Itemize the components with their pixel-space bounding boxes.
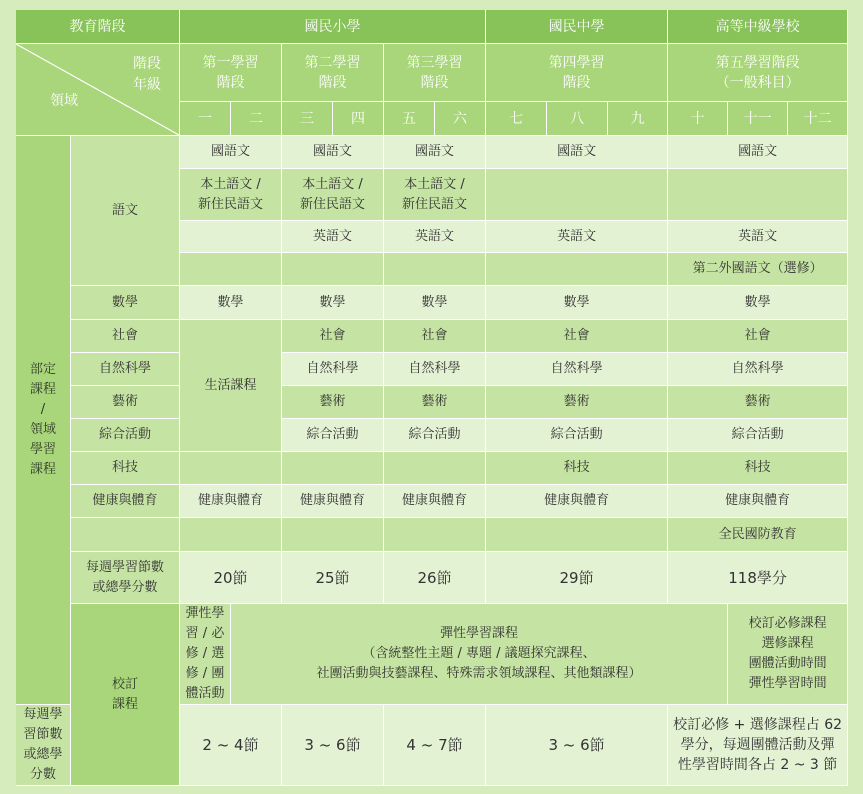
domain-weekly-hours: 每週學習節數 或總學分數 [71, 552, 180, 604]
domain-integrative-activities: 綜合活動 [71, 419, 180, 452]
flex-hours-stage-1: 2 ~ 4節 [180, 705, 282, 786]
cell-empty [282, 253, 384, 286]
grade-3: 三 [282, 102, 333, 136]
cell-life-curriculum: 生活課程 [180, 320, 282, 452]
cell-society-s2: 社會 [282, 320, 384, 353]
domain-science: 自然科學 [71, 353, 180, 386]
cell-society-s4: 社會 [486, 320, 668, 353]
hours-stage-2: 25節 [282, 552, 384, 604]
cell-mandarin-s4: 國語文 [486, 136, 668, 169]
group-required-curriculum: 部定 課程 / 領域 學習 課程 [16, 136, 71, 705]
cell-health-s3: 健康與體育 [384, 485, 486, 518]
cell-integrative-s5: 綜合活動 [668, 419, 848, 452]
grade-4: 四 [333, 102, 384, 136]
cell-mandarin-s5: 國語文 [668, 136, 848, 169]
header-stage-4: 第四學習 階段 [486, 44, 668, 102]
grade-1: 一 [180, 102, 231, 136]
cell-flexible-curriculum: 彈性學習課程 （含統整性主題 / 專題 / 議題探究課程、 社團活動與技藝課程、特殊需求領域課程、其他類課程） [231, 604, 728, 705]
cell-society-s5: 社會 [668, 320, 848, 353]
header-diagonal-cell [16, 44, 180, 136]
header-stage-5: 第五學習階段 （一般科目） [668, 44, 848, 102]
cell-math-s1: 數學 [180, 286, 282, 320]
grade-10: 十 [668, 102, 728, 136]
cell-arts-s3: 藝術 [384, 386, 486, 419]
grade-6: 六 [435, 102, 486, 136]
cell-science-s3: 自然科學 [384, 353, 486, 386]
cell-mandarin-s1: 國語文 [180, 136, 282, 169]
cell-empty [384, 518, 486, 552]
header-stage-1: 第一學習 階段 [180, 44, 282, 102]
grade-11: 十一 [728, 102, 788, 136]
cell-arts-s2: 藝術 [282, 386, 384, 419]
domain-language: 語文 [71, 136, 180, 286]
cell-national-defense: 全民國防教育 [668, 518, 848, 552]
diagonal-label-stage-grade: 階段 年級 [133, 56, 161, 93]
cell-science-s5: 自然科學 [668, 353, 848, 386]
cell-empty [180, 253, 282, 286]
cell-health-s2: 健康與體育 [282, 485, 384, 518]
cell-empty [668, 169, 848, 221]
cell-tech-s5: 科技 [668, 452, 848, 485]
cell-senior-school-curriculum: 校訂必修課程 選修課程 團體活動時間 彈性學習時間 [728, 604, 848, 705]
header-stage-label: 教育階段 [16, 10, 180, 44]
flex-hours-stage-5: 校訂必修 + 選修課程占 62 學分，每週團體活動及彈 性學習時間各占 2 ~ 3 節 [668, 705, 848, 786]
cell-second-foreign-lang: 第二外國語文（選修） [668, 253, 848, 286]
cell-native-lang-s2: 本土語文 / 新住民語文 [282, 169, 384, 221]
cell-integrative-s2: 綜合活動 [282, 419, 384, 452]
cell-math-s2: 數學 [282, 286, 384, 320]
header-elementary: 國民小學 [180, 10, 486, 44]
header-stage-2: 第二學習 階段 [282, 44, 384, 102]
cell-empty [384, 253, 486, 286]
cell-health-s5: 健康與體育 [668, 485, 848, 518]
cell-math-s4: 數學 [486, 286, 668, 320]
cell-arts-s5: 藝術 [668, 386, 848, 419]
grade-8: 八 [547, 102, 608, 136]
cell-mandarin-s2: 國語文 [282, 136, 384, 169]
cell-english-s5: 英語文 [668, 221, 848, 253]
cell-mandarin-s3: 國語文 [384, 136, 486, 169]
domain-society: 社會 [71, 320, 180, 353]
hours-stage-4: 29節 [486, 552, 668, 604]
hours-stage-1: 20節 [180, 552, 282, 604]
cell-empty [180, 221, 282, 253]
cell-native-lang-s1: 本土語文 / 新住民語文 [180, 169, 282, 221]
cell-empty [282, 452, 384, 485]
cell-english-s2: 英語文 [282, 221, 384, 253]
header-junior-high: 國民中學 [486, 10, 668, 44]
grade-2: 二 [231, 102, 282, 136]
domain-technology: 科技 [71, 452, 180, 485]
cell-english-s3: 英語文 [384, 221, 486, 253]
domain-arts: 藝術 [71, 386, 180, 419]
cell-arts-s4: 藝術 [486, 386, 668, 419]
flex-hours-stage-4: 3 ~ 6節 [486, 705, 668, 786]
header-stage-3: 第三學習 階段 [384, 44, 486, 102]
cell-integrative-s3: 綜合活動 [384, 419, 486, 452]
grade-9: 九 [608, 102, 668, 136]
cell-empty [180, 452, 282, 485]
cell-health-s4: 健康與體育 [486, 485, 668, 518]
domain-health-pe: 健康與體育 [71, 485, 180, 518]
domain-flexible-learning: 彈性學習 / 必 修 / 選修 / 團 體活動 [180, 604, 231, 705]
diagonal-label-domain: 領域 [50, 93, 78, 109]
cell-science-s2: 自然科學 [282, 353, 384, 386]
curriculum-table [16, 10, 848, 786]
cell-science-s4: 自然科學 [486, 353, 668, 386]
flex-hours-stage-3: 4 ~ 7節 [384, 705, 486, 786]
grade-7: 七 [486, 102, 547, 136]
cell-english-s4: 英語文 [486, 221, 668, 253]
cell-empty [71, 518, 180, 552]
cell-empty [486, 169, 668, 221]
cell-empty [282, 518, 384, 552]
cell-empty [486, 253, 668, 286]
cell-society-s3: 社會 [384, 320, 486, 353]
grade-5: 五 [384, 102, 435, 136]
cell-empty [384, 452, 486, 485]
flex-hours-stage-2: 3 ~ 6節 [282, 705, 384, 786]
cell-math-s3: 數學 [384, 286, 486, 320]
hours-stage-5: 118學分 [668, 552, 848, 604]
domain-math: 數學 [71, 286, 180, 320]
cell-health-s1: 健康與體育 [180, 485, 282, 518]
cell-empty [486, 518, 668, 552]
domain-weekly-hours-school: 每週學習節數 或總學分數 [16, 705, 71, 786]
cell-empty [180, 518, 282, 552]
hours-stage-3: 26節 [384, 552, 486, 604]
cell-tech-s4: 科技 [486, 452, 668, 485]
grade-12: 十二 [788, 102, 848, 136]
cell-math-s5: 數學 [668, 286, 848, 320]
cell-native-lang-s3: 本土語文 / 新住民語文 [384, 169, 486, 221]
group-school-curriculum: 校訂 課程 [71, 604, 180, 786]
header-senior-high: 高等中級學校 [668, 10, 848, 44]
cell-integrative-s4: 綜合活動 [486, 419, 668, 452]
